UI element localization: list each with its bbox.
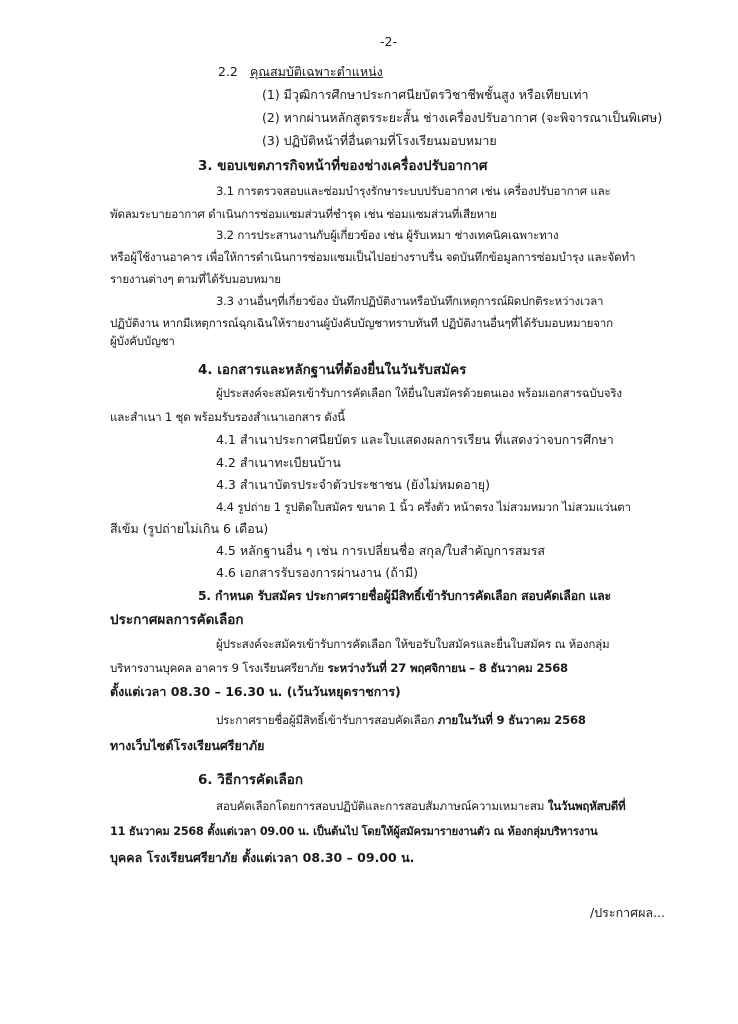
paragraph-line: ผู้ประสงค์จะสมัครเข้ารับการคัดเลือก ให้ยื่นใบสมัครด้วยตนเอง พร้อมเอกสารฉบับจริง bbox=[216, 386, 622, 400]
list-item: 4.1 สำเนาประกาศนียบัตร และใบแสดงผลการเรียน ที่แสดงว่าจบการศึกษา bbox=[216, 432, 614, 447]
page-number: -2- bbox=[380, 34, 397, 49]
paragraph-line: ปฏิบัติงาน หากมีเหตุการณ์ฉุกเฉินให้รายงานผู้บังคับบัญชาทราบทันที ปฏิบัติงานอื่นๆที่ได้รับมอบหมายจาก bbox=[110, 316, 613, 330]
list-item: 4.5 หลักฐานอื่น ๆ เช่น การเปลี่ยนชื่อ สกุล/ใบสำคัญการสมรส bbox=[216, 543, 546, 558]
paragraph-line: ผู้บังคับบัญชา bbox=[110, 334, 175, 348]
paragraph-text: บริหารงานบุคคล อาคาร 9 โรงเรียนศรียาภัย bbox=[110, 661, 324, 675]
section-6-title: 6. วิธีการคัดเลือก bbox=[198, 772, 304, 788]
list-item: 4.6 เอกสารรับรองการผ่านงาน (ถ้ามี) bbox=[216, 565, 418, 580]
paragraph-line bbox=[110, 660, 568, 676]
paragraph-line bbox=[216, 798, 625, 814]
section-5-title: 5. กำหนด รับสมัคร ประกาศรายชื่อผู้มีสิทธิ์เข้ารับการคัดเลือก สอบคัดเลือก และ bbox=[198, 588, 611, 603]
section-2-2-title: คุณสมบัติเฉพาะตำแหน่ง bbox=[250, 64, 383, 79]
paragraph-line bbox=[216, 712, 586, 728]
paragraph-text: ประกาศรายชื่อผู้มีสิทธิ์เข้ารับการสอบคัดเลือก bbox=[216, 713, 435, 727]
paragraph-line: พัดลมระบายอากาศ ดำเนินการซ่อมแซมส่วนที่ชำรุด เช่น ซ่อมแซมส่วนที่เสียหาย bbox=[110, 207, 497, 221]
continuation-note: /ประกาศผล... bbox=[590, 905, 665, 920]
paragraph-line: 3.3 งานอื่นๆที่เกี่ยวข้อง บันทึกปฏิบัติงานหรือบันทึกเหตุการณ์ผิดปกติระหว่างเวลา bbox=[216, 294, 604, 308]
section-4-title: 4. เอกสารและหลักฐานที่ต้องยื่นในวันรับสมัคร bbox=[198, 362, 467, 378]
section-2-2-item: (1) มีวุฒิการศึกษาประกาศนียบัตรวิชาชีพชั้นสูง หรือเทียบเท่า bbox=[262, 87, 589, 102]
exam-location-line: บุคคล โรงเรียนศรียาภัย ตั้งแต่เวลา 08.30 – 09.00 น. bbox=[110, 850, 415, 865]
paragraph-line: หรือผู้ใช้งานอาคาร เพื่อให้การดำเนินการซ่อมแซมเป็นไปอย่างราบรื่น จดบันทึกข้อมูลการซ่อมบำรุง และจัดทำ bbox=[110, 250, 636, 264]
exam-day: ในวันพฤหัสบดีที่ bbox=[547, 799, 626, 813]
paragraph-line: ผู้ประสงค์จะสมัครเข้ารับการคัดเลือก ให้ขอรับใบสมัครและยื่นใบสมัคร ณ ห้องกลุ่ม bbox=[216, 637, 610, 651]
paragraph-text: สอบคัดเลือกโดยการสอบปฏิบัติและการสอบสัมภาษณ์ความเหมาะสม bbox=[216, 799, 545, 813]
announcement-date: ภายในวันที่ 9 ธันวาคม 2568 bbox=[437, 713, 586, 727]
section-2-2-item: (3) ปฏิบัติหน้าที่อื่นตามที่โรงเรียนมอบหมาย bbox=[262, 133, 497, 148]
list-item: 4.4 รูปถ่าย 1 รูปติดใบสมัคร ขนาด 1 นิ้ว ครึ่งตัว หน้าตรง ไม่สวมหมวก ไม่สวมแว่นตา bbox=[216, 500, 631, 514]
paragraph-line: และสำเนา 1 ชุด พร้อมรับรองสำเนาเอกสาร ดังนี้ bbox=[110, 410, 345, 424]
application-period: ระหว่างวันที่ 27 พฤศจิกายน – 8 ธันวาคม 2568 bbox=[327, 661, 568, 675]
paragraph-line: 3.1 การตรวจสอบและซ่อมบำรุงรักษาระบบปรับอากาศ เช่น เครื่องปรับอากาศ และ bbox=[216, 184, 611, 198]
list-item-continuation: สีเข้ม (รูปถ่ายไม่เกิน 6 เดือน) bbox=[110, 521, 269, 536]
list-item: 4.3 สำเนาบัตรประจำตัวประชาชน (ยังไม่หมดอายุ) bbox=[216, 477, 490, 492]
section-5-title-continuation: ประกาศผลการคัดเลือก bbox=[110, 612, 244, 628]
announcement-channel: ทางเว็บไซต์โรงเรียนศรียาภัย bbox=[110, 738, 265, 753]
section-2-2-item: (2) หากผ่านหลักสูตรระยะสั้น ช่างเครื่องปรับอากาศ (จะพิจารณาเป็นพิเศษ) bbox=[262, 110, 663, 125]
section-2-2-number: 2.2 bbox=[218, 64, 238, 79]
application-hours: ตั้งแต่เวลา 08.30 – 16.30 น. (เว้นวันหยุดราชการ) bbox=[110, 684, 401, 699]
exam-date-line: 11 ธันวาคม 2568 ตั้งแต่เวลา 09.00 น. เป็นต้นไป โดยให้ผู้สมัครมารายงานตัว ณ ห้องกลุ่มบริหารงาน bbox=[110, 825, 598, 838]
paragraph-line: 3.2 การประสานงานกับผู้เกี่ยวข้อง เช่น ผู้รับเหมา ช่างเทคนิคเฉพาะทาง bbox=[216, 228, 559, 242]
section-3-title: 3. ขอบเขตภารกิจหน้าที่ของช่างเครื่องปรับอากาศ bbox=[198, 158, 488, 174]
paragraph-line: รายงานต่างๆ ตามที่ได้รับมอบหมาย bbox=[110, 272, 281, 286]
list-item: 4.2 สำเนาทะเบียนบ้าน bbox=[216, 455, 341, 470]
